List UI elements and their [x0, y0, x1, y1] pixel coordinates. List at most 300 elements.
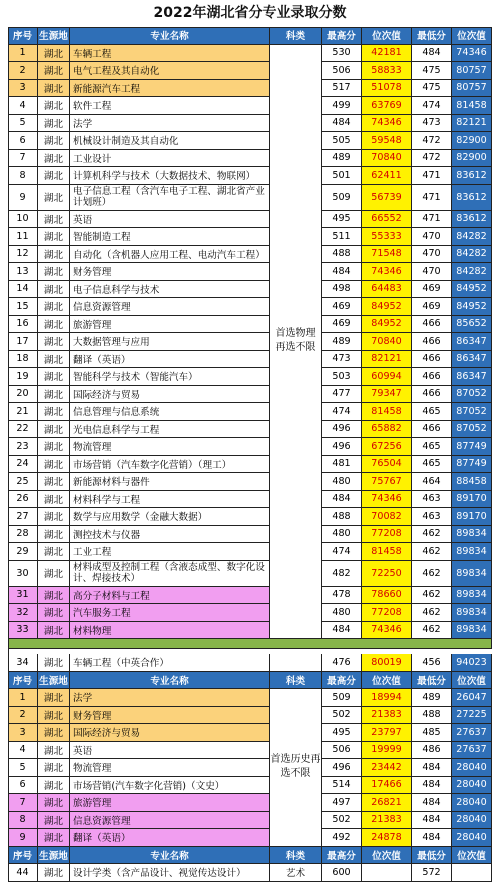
- row-min-rank: 85652: [452, 316, 492, 334]
- row-max-score: 469: [322, 316, 362, 334]
- row-min-rank: 86347: [452, 351, 492, 369]
- col-header-rank-max: 位次值: [362, 27, 412, 45]
- row-min-score: 475: [412, 62, 452, 80]
- row-region: 湖北: [38, 622, 70, 640]
- row-min-rank: 28040: [452, 759, 492, 777]
- col-header-rank-min: 位次值: [452, 672, 492, 690]
- row-min-score: 470: [412, 246, 452, 264]
- row-max-score: 482: [322, 561, 362, 587]
- row-max-rank: 21383: [362, 812, 412, 830]
- row-min-rank: 84952: [452, 298, 492, 316]
- row-region: 湖北: [38, 97, 70, 115]
- row-max-score: 509: [322, 689, 362, 707]
- row-min-score: 466: [412, 316, 452, 334]
- col-header-max: 最高分: [322, 672, 362, 690]
- row-max-score: 503: [322, 368, 362, 386]
- row-max-rank: 82121: [362, 351, 412, 369]
- row-max-score: 477: [322, 386, 362, 404]
- separator-bar: [8, 639, 492, 649]
- row-max-score: 484: [322, 115, 362, 133]
- row-number: 19: [8, 368, 38, 386]
- row-max-rank: 67256: [362, 438, 412, 456]
- row-major: 机械设计制造及其自动化: [70, 132, 270, 150]
- row-major: 新能源材料与器件: [70, 473, 270, 491]
- row-number: 2: [8, 62, 38, 80]
- row-max-score: 484: [322, 491, 362, 509]
- row-min-score: 470: [412, 228, 452, 246]
- row-number: 8: [8, 812, 38, 830]
- row-region: 湖北: [38, 604, 70, 622]
- row-region: 湖北: [38, 351, 70, 369]
- row-max-rank: 80019: [362, 654, 412, 672]
- row-number: 32: [8, 604, 38, 622]
- row-region: 湖北: [38, 386, 70, 404]
- row-max-score: 499: [322, 97, 362, 115]
- row-max-score: 506: [322, 742, 362, 760]
- row-min-score: 472: [412, 150, 452, 168]
- row-min-rank: 84282: [452, 263, 492, 281]
- row-min-score: 466: [412, 421, 452, 439]
- row-min-rank: 27637: [452, 724, 492, 742]
- row-max-rank: 70840: [362, 333, 412, 351]
- row-major: 车辆工程（中英合作）: [70, 654, 270, 672]
- row-min-score: 462: [412, 587, 452, 605]
- row-max-rank: 63769: [362, 97, 412, 115]
- row-min-score: 463: [412, 508, 452, 526]
- row-region: 湖北: [38, 281, 70, 299]
- row-major: 测控技术与仪器: [70, 526, 270, 544]
- row-region: 湖北: [38, 438, 70, 456]
- row-min-score: 469: [412, 298, 452, 316]
- row-region: 湖北: [38, 421, 70, 439]
- category-physics: 首选物理再选不限: [270, 45, 322, 640]
- row-major: 电子信息科学与技术: [70, 281, 270, 299]
- row-max-score: 488: [322, 246, 362, 264]
- col-header-rank-min: 位次值: [452, 27, 492, 45]
- row-min-score: 462: [412, 622, 452, 640]
- row-number: 15: [8, 298, 38, 316]
- row-major: 新能源汽车工程: [70, 80, 270, 98]
- row-min-score: 572: [412, 864, 452, 882]
- row-number: 31: [8, 587, 38, 605]
- row-max-score: 474: [322, 403, 362, 421]
- row-region: 湖北: [38, 777, 70, 795]
- row-min-rank: 27637: [452, 742, 492, 760]
- row-max-rank: 77208: [362, 604, 412, 622]
- row-major: 工业设计: [70, 150, 270, 168]
- row-max-score: 488: [322, 508, 362, 526]
- row-number: 7: [8, 794, 38, 812]
- row-region: 湖北: [38, 167, 70, 185]
- row-min-rank: 28040: [452, 812, 492, 830]
- col-header-category: 科类: [270, 672, 322, 690]
- row-min-score: 471: [412, 185, 452, 211]
- row-number: 28: [8, 526, 38, 544]
- row-max-score: 530: [322, 45, 362, 63]
- row-min-rank: 82900: [452, 150, 492, 168]
- row-region: 湖北: [38, 368, 70, 386]
- col-header-region: 生源地: [38, 672, 70, 690]
- col-header-rank-max: 位次值: [362, 847, 412, 865]
- row-region: 湖北: [38, 654, 70, 672]
- row-region: 湖北: [38, 228, 70, 246]
- row-major: 光电信息科学与工程: [70, 421, 270, 439]
- col-header-category: 科类: [270, 847, 322, 865]
- row-region: 湖北: [38, 689, 70, 707]
- row-number: 5: [8, 115, 38, 133]
- row-max-score: 481: [322, 456, 362, 474]
- row-max-rank: 76504: [362, 456, 412, 474]
- row-min-rank: 80757: [452, 80, 492, 98]
- row-major: 翻译（英语）: [70, 351, 270, 369]
- row-category: [270, 654, 322, 672]
- row-number: 1: [8, 689, 38, 707]
- row-min-score: 484: [412, 812, 452, 830]
- col-header-no: 序号: [8, 672, 38, 690]
- row-min-rank: 86347: [452, 333, 492, 351]
- row-max-rank: 56739: [362, 185, 412, 211]
- row-number: 14: [8, 281, 38, 299]
- row-region: 湖北: [38, 45, 70, 63]
- row-max-score: 509: [322, 185, 362, 211]
- row-max-rank: 55333: [362, 228, 412, 246]
- row-max-score: 496: [322, 438, 362, 456]
- col-header-min: 最低分: [412, 27, 452, 45]
- row-major: 工业工程: [70, 543, 270, 561]
- row-max-score: 484: [322, 263, 362, 281]
- row-major: 软件工程: [70, 97, 270, 115]
- row-min-rank: 89170: [452, 508, 492, 526]
- row-min-score: 475: [412, 80, 452, 98]
- row-major: 材料科学与工程: [70, 491, 270, 509]
- row-max-rank: 71548: [362, 246, 412, 264]
- row-max-score: 495: [322, 724, 362, 742]
- row-region: 湖北: [38, 864, 70, 882]
- row-max-score: 480: [322, 526, 362, 544]
- row-max-rank: 42181: [362, 45, 412, 63]
- row-region: 湖北: [38, 759, 70, 777]
- row-number: 1: [8, 45, 38, 63]
- row-min-rank: 28040: [452, 829, 492, 847]
- row-max-rank: 65882: [362, 421, 412, 439]
- row-max-score: 480: [322, 473, 362, 491]
- row-number: 16: [8, 316, 38, 334]
- row-max-score: 495: [322, 211, 362, 229]
- row-min-rank: 89834: [452, 543, 492, 561]
- row-min-rank: 28040: [452, 794, 492, 812]
- row-min-rank: 89834: [452, 604, 492, 622]
- row-major: 法学: [70, 689, 270, 707]
- row-max-rank: 19999: [362, 742, 412, 760]
- row-min-score: 462: [412, 561, 452, 587]
- row-number: 7: [8, 150, 38, 168]
- row-max-rank: 23797: [362, 724, 412, 742]
- row-major: 市场营销（汽车数字化营销）（理工）: [70, 456, 270, 474]
- row-max-rank: 79347: [362, 386, 412, 404]
- row-number: 4: [8, 742, 38, 760]
- row-max-score: 498: [322, 281, 362, 299]
- row-min-score: 462: [412, 543, 452, 561]
- row-number: 12: [8, 246, 38, 264]
- row-major: 高分子材料与工程: [70, 587, 270, 605]
- row-min-score: 484: [412, 759, 452, 777]
- row-major: 设计学类（含产品设计、视觉传达设计）: [70, 864, 270, 882]
- row-region: 湖北: [38, 185, 70, 211]
- page-title: 2022年湖北省分专业录取分数: [153, 5, 347, 21]
- row-number: 11: [8, 228, 38, 246]
- row-min-rank: 87749: [452, 438, 492, 456]
- row-major: 信息资源管理: [70, 812, 270, 830]
- row-min-score: 471: [412, 167, 452, 185]
- row-max-rank: 74346: [362, 263, 412, 281]
- row-number: 29: [8, 543, 38, 561]
- row-number: 3: [8, 80, 38, 98]
- row-min-rank: 83612: [452, 211, 492, 229]
- row-major: 材料物理: [70, 622, 270, 640]
- row-max-rank: 72250: [362, 561, 412, 587]
- row-min-score: 473: [412, 115, 452, 133]
- row-max-rank: 74346: [362, 622, 412, 640]
- row-max-rank: 24878: [362, 829, 412, 847]
- row-min-rank: 89834: [452, 622, 492, 640]
- row-major: 智能制造工程: [70, 228, 270, 246]
- row-min-rank: 84282: [452, 228, 492, 246]
- row-min-rank: 84952: [452, 281, 492, 299]
- row-number: 24: [8, 456, 38, 474]
- row-min-score: 486: [412, 742, 452, 760]
- row-max-score: 492: [322, 829, 362, 847]
- row-min-rank: 87749: [452, 456, 492, 474]
- row-min-score: 465: [412, 438, 452, 456]
- row-min-rank: 82900: [452, 132, 492, 150]
- row-number: 34: [8, 654, 38, 672]
- row-max-rank: 70082: [362, 508, 412, 526]
- row-number: 20: [8, 386, 38, 404]
- row-region: 湖北: [38, 456, 70, 474]
- row-number: 22: [8, 421, 38, 439]
- row-max-score: 496: [322, 759, 362, 777]
- row-min-rank: 74346: [452, 45, 492, 63]
- row-min-rank: 89834: [452, 526, 492, 544]
- row-number: 18: [8, 351, 38, 369]
- row-min-rank: 28040: [452, 777, 492, 795]
- row-major: 材料成型及控制工程（含液态成型、数字化设计、焊接技术）: [70, 561, 270, 587]
- row-major: 市场营销(汽车数字化营销)（文史）: [70, 777, 270, 795]
- row-min-score: 471: [412, 211, 452, 229]
- row-min-rank: 89170: [452, 491, 492, 509]
- row-major: 信息资源管理: [70, 298, 270, 316]
- row-max-rank: 75767: [362, 473, 412, 491]
- row-number: 6: [8, 777, 38, 795]
- row-max-score: 489: [322, 333, 362, 351]
- row-min-rank: 82121: [452, 115, 492, 133]
- row-max-score: 497: [322, 794, 362, 812]
- row-max-rank: 81458: [362, 403, 412, 421]
- row-number: 3: [8, 724, 38, 742]
- row-region: 湖北: [38, 132, 70, 150]
- row-max-score: 476: [322, 654, 362, 672]
- row-min-score: 466: [412, 333, 452, 351]
- row-min-rank: 87052: [452, 421, 492, 439]
- row-major: 英语: [70, 211, 270, 229]
- row-major: 物流管理: [70, 438, 270, 456]
- row-region: 湖北: [38, 707, 70, 725]
- category-history: 首选历史再选不限: [270, 689, 322, 847]
- row-min-score: 484: [412, 829, 452, 847]
- row-number: 9: [8, 185, 38, 211]
- row-region: 湖北: [38, 473, 70, 491]
- row-max-score: 489: [322, 150, 362, 168]
- row-min-score: 488: [412, 707, 452, 725]
- row-max-rank: 74346: [362, 115, 412, 133]
- row-max-rank: 58833: [362, 62, 412, 80]
- row-max-score: 502: [322, 707, 362, 725]
- row-major: 数学与应用数学（金融大数据）: [70, 508, 270, 526]
- row-region: 湖北: [38, 298, 70, 316]
- row-region: 湖北: [38, 812, 70, 830]
- row-min-score: 474: [412, 97, 452, 115]
- row-max-rank: 66552: [362, 211, 412, 229]
- row-major: 计算机科学与技术（大数据技术、物联网）: [70, 167, 270, 185]
- row-max-score: 600: [322, 864, 362, 882]
- row-major: 国际经济与贸易: [70, 386, 270, 404]
- row-min-score: 470: [412, 263, 452, 281]
- row-major: 英语: [70, 742, 270, 760]
- row-min-rank: [452, 864, 492, 882]
- row-min-rank: 86347: [452, 368, 492, 386]
- row-number: 25: [8, 473, 38, 491]
- row-min-score: 466: [412, 368, 452, 386]
- col-header-no: 序号: [8, 27, 38, 45]
- row-min-score: 484: [412, 45, 452, 63]
- row-max-score: 511: [322, 228, 362, 246]
- row-major: 汽车服务工程: [70, 604, 270, 622]
- row-number: 2: [8, 707, 38, 725]
- row-min-rank: 83612: [452, 167, 492, 185]
- row-max-rank: 59548: [362, 132, 412, 150]
- col-header-max: 最高分: [322, 847, 362, 865]
- row-region: 湖北: [38, 526, 70, 544]
- row-max-rank: 17466: [362, 777, 412, 795]
- row-region: 湖北: [38, 543, 70, 561]
- row-max-rank: 81458: [362, 543, 412, 561]
- row-max-rank: 51078: [362, 80, 412, 98]
- row-min-rank: 89834: [452, 587, 492, 605]
- row-max-rank: 78660: [362, 587, 412, 605]
- row-max-score: 469: [322, 298, 362, 316]
- row-min-score: 456: [412, 654, 452, 672]
- col-header-major: 专业名称: [70, 672, 270, 690]
- row-number: 4: [8, 97, 38, 115]
- row-min-score: 462: [412, 526, 452, 544]
- row-min-score: 466: [412, 386, 452, 404]
- col-header-category: 科类: [270, 27, 322, 45]
- row-max-score: 501: [322, 167, 362, 185]
- col-header-rank-max: 位次值: [362, 672, 412, 690]
- row-number: 6: [8, 132, 38, 150]
- row-region: 湖北: [38, 587, 70, 605]
- row-max-rank: 60994: [362, 368, 412, 386]
- row-major: 电子信息工程（含汽车电子工程、湖北省产业计划班）: [70, 185, 270, 211]
- row-min-rank: 84282: [452, 246, 492, 264]
- row-region: 湖北: [38, 491, 70, 509]
- row-region: 湖北: [38, 794, 70, 812]
- row-max-score: 517: [322, 80, 362, 98]
- col-header-region: 生源地: [38, 27, 70, 45]
- row-region: 湖北: [38, 829, 70, 847]
- row-min-score: 484: [412, 794, 452, 812]
- row-major: 旅游管理: [70, 794, 270, 812]
- row-max-rank: 21383: [362, 707, 412, 725]
- row-region: 湖北: [38, 316, 70, 334]
- row-min-rank: 94023: [452, 654, 492, 672]
- row-max-rank: 62411: [362, 167, 412, 185]
- row-number: 17: [8, 333, 38, 351]
- row-region: 湖北: [38, 508, 70, 526]
- col-header-rank-min: 位次值: [452, 847, 492, 865]
- row-max-score: 514: [322, 777, 362, 795]
- row-max-rank: 84952: [362, 298, 412, 316]
- row-number: 5: [8, 759, 38, 777]
- row-major: 财务管理: [70, 707, 270, 725]
- row-region: 湖北: [38, 561, 70, 587]
- row-number: 21: [8, 403, 38, 421]
- row-region: 湖北: [38, 742, 70, 760]
- row-min-rank: 87052: [452, 403, 492, 421]
- row-min-rank: 89834: [452, 561, 492, 587]
- row-major: 大数据管理与应用: [70, 333, 270, 351]
- row-number: 9: [8, 829, 38, 847]
- col-header-max: 最高分: [322, 27, 362, 45]
- row-number: 26: [8, 491, 38, 509]
- row-major: 旅游管理: [70, 316, 270, 334]
- col-header-major: 专业名称: [70, 27, 270, 45]
- row-max-score: 496: [322, 421, 362, 439]
- row-min-score: 466: [412, 351, 452, 369]
- row-major: 财务管理: [70, 263, 270, 281]
- row-max-rank: [362, 864, 412, 882]
- row-region: 湖北: [38, 115, 70, 133]
- col-header-major: 专业名称: [70, 847, 270, 865]
- col-header-region: 生源地: [38, 847, 70, 865]
- col-header-min: 最低分: [412, 847, 452, 865]
- row-min-rank: 80757: [452, 62, 492, 80]
- row-region: 湖北: [38, 211, 70, 229]
- row-category: 艺术: [270, 864, 322, 882]
- row-major: 国际经济与贸易: [70, 724, 270, 742]
- row-number: 13: [8, 263, 38, 281]
- row-max-score: 484: [322, 622, 362, 640]
- row-major: 信息管理与信息系统: [70, 403, 270, 421]
- row-max-rank: 26821: [362, 794, 412, 812]
- row-major: 物流管理: [70, 759, 270, 777]
- row-min-score: 484: [412, 777, 452, 795]
- row-number: 8: [8, 167, 38, 185]
- row-major: 法学: [70, 115, 270, 133]
- row-max-rank: 64483: [362, 281, 412, 299]
- row-region: 湖北: [38, 403, 70, 421]
- row-min-score: 463: [412, 491, 452, 509]
- row-min-rank: 88458: [452, 473, 492, 491]
- row-max-score: 480: [322, 604, 362, 622]
- row-number: 30: [8, 561, 38, 587]
- row-min-rank: 87052: [452, 386, 492, 404]
- row-number: 33: [8, 622, 38, 640]
- row-region: 湖北: [38, 150, 70, 168]
- row-max-rank: 70840: [362, 150, 412, 168]
- row-region: 湖北: [38, 333, 70, 351]
- row-min-rank: 83612: [452, 185, 492, 211]
